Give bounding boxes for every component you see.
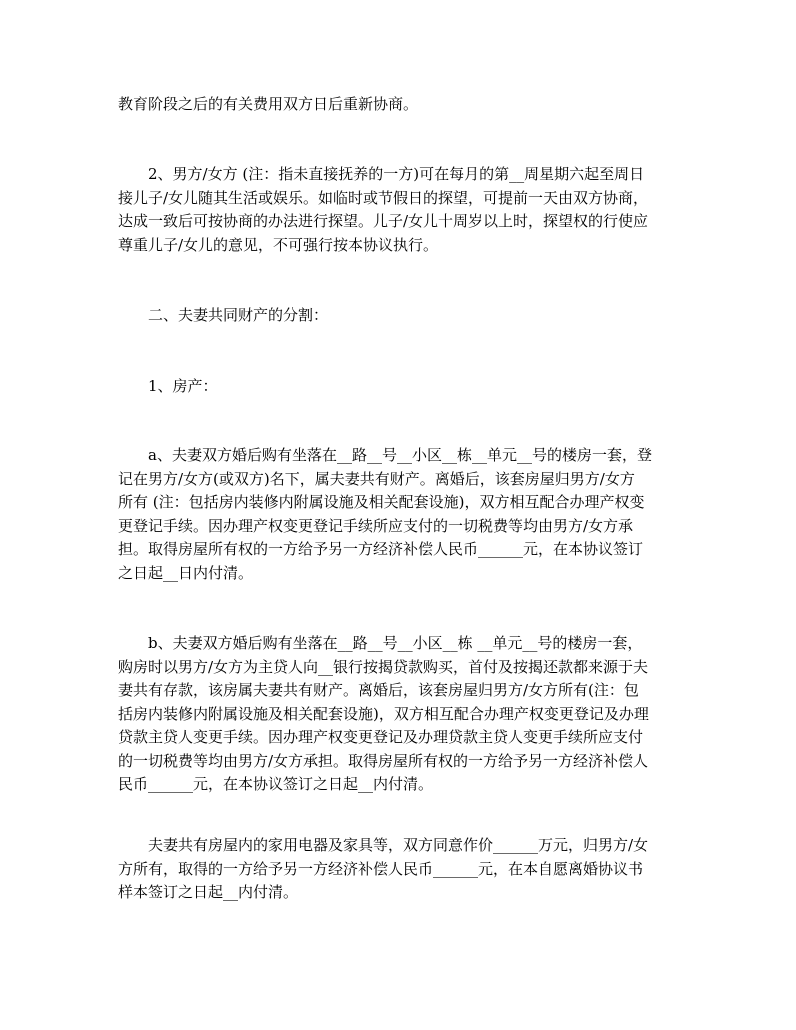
text-line: 贷款主贷人变更手续。因办理产权变更登记及办理贷款主贷人变更手续所应支付 — [118, 728, 644, 746]
text-line: 教育阶段之后的有关费用双方日后重新协商。 — [118, 95, 419, 113]
text-line: a、夫妻双方婚后购有坐落在__路__号__小区__栋__单元__号的楼房一套，登 — [148, 446, 652, 464]
paragraph-appliances-furniture — [118, 834, 680, 905]
text-line: 2、男方/女方 (注：指未直接抚养的一方)可在每月的第__周星期六起至周日 — [148, 165, 645, 183]
text-line: 二、夫妻共同财产的分割： — [148, 306, 329, 324]
text-line: b、夫妻双方婚后购有坐落在__路__号__小区__栋 __单元__号的楼房一套， — [148, 634, 643, 652]
text-line: 记在男方/女方(或双方)名下，属夫妻共有财产。离婚后，该套房屋归男方/女方 — [118, 469, 635, 488]
text-line: 夫妻共有房屋内的家用电器及家具等，双方同意作价______万元，归男方/女 — [148, 836, 649, 854]
paragraph-house-a — [118, 444, 680, 585]
paragraph-education-costs — [118, 93, 680, 117]
text-line: 接儿子/女儿随其生活或娱乐。如临时或节假日的探望，可提前一天由双方协商， — [118, 188, 649, 207]
text-line: 尊重儿子/女儿的意见，不可强行按本协议执行。 — [118, 235, 439, 254]
section-heading-property-division — [118, 304, 680, 328]
subsection-heading-real-estate — [118, 375, 680, 399]
text-line: 之日起__日内付清。 — [118, 563, 254, 582]
paragraph-house-b — [118, 632, 680, 797]
text-line: 方所有，取得的一方给予另一方经济补偿人民币______元，在本自愿离婚协议书 — [118, 859, 644, 878]
text-line: 所有 (注：包括房内装修内附属设施及相关配套设施)，双方相互配合办理产权变 — [118, 493, 645, 511]
text-line: 的一切税费等均由男方/女方承担。取得房屋所有权的一方给予另一方经济补偿人 — [118, 751, 649, 770]
text-line: 样本签订之日起__内付清。 — [118, 883, 299, 901]
text-line: 1、房产： — [148, 377, 218, 395]
text-line: 担。取得房屋所有权的一方给予另一方经济补偿人民币______元，在本协议签订 — [118, 540, 644, 558]
text-line: 妻共有存款，该房属夫妻共有财产。离婚后，该套房屋归男方/女方所有(注：包 — [118, 681, 639, 699]
text-line: 达成一致后可按协商的办法进行探望。儿子/女儿十周岁以上时，探望权的行使应 — [118, 212, 649, 230]
text-line: 民币______元，在本协议签订之日起__内付清。 — [118, 775, 434, 793]
text-line: 购房时以男方/女方为主贷人向__银行按揭贷款购买，首付及按揭还款都来源于夫 — [118, 657, 649, 676]
paragraph-visitation-rights — [118, 163, 680, 257]
text-line: 更登记手续。因办理产权变更登记手续所应支付的一切税费等均由男方/女方承 — [118, 516, 634, 535]
text-line: 括房内装修内附属设施及相关配套设施)，双方相互配合办理产权变更登记及办理 — [118, 704, 649, 723]
